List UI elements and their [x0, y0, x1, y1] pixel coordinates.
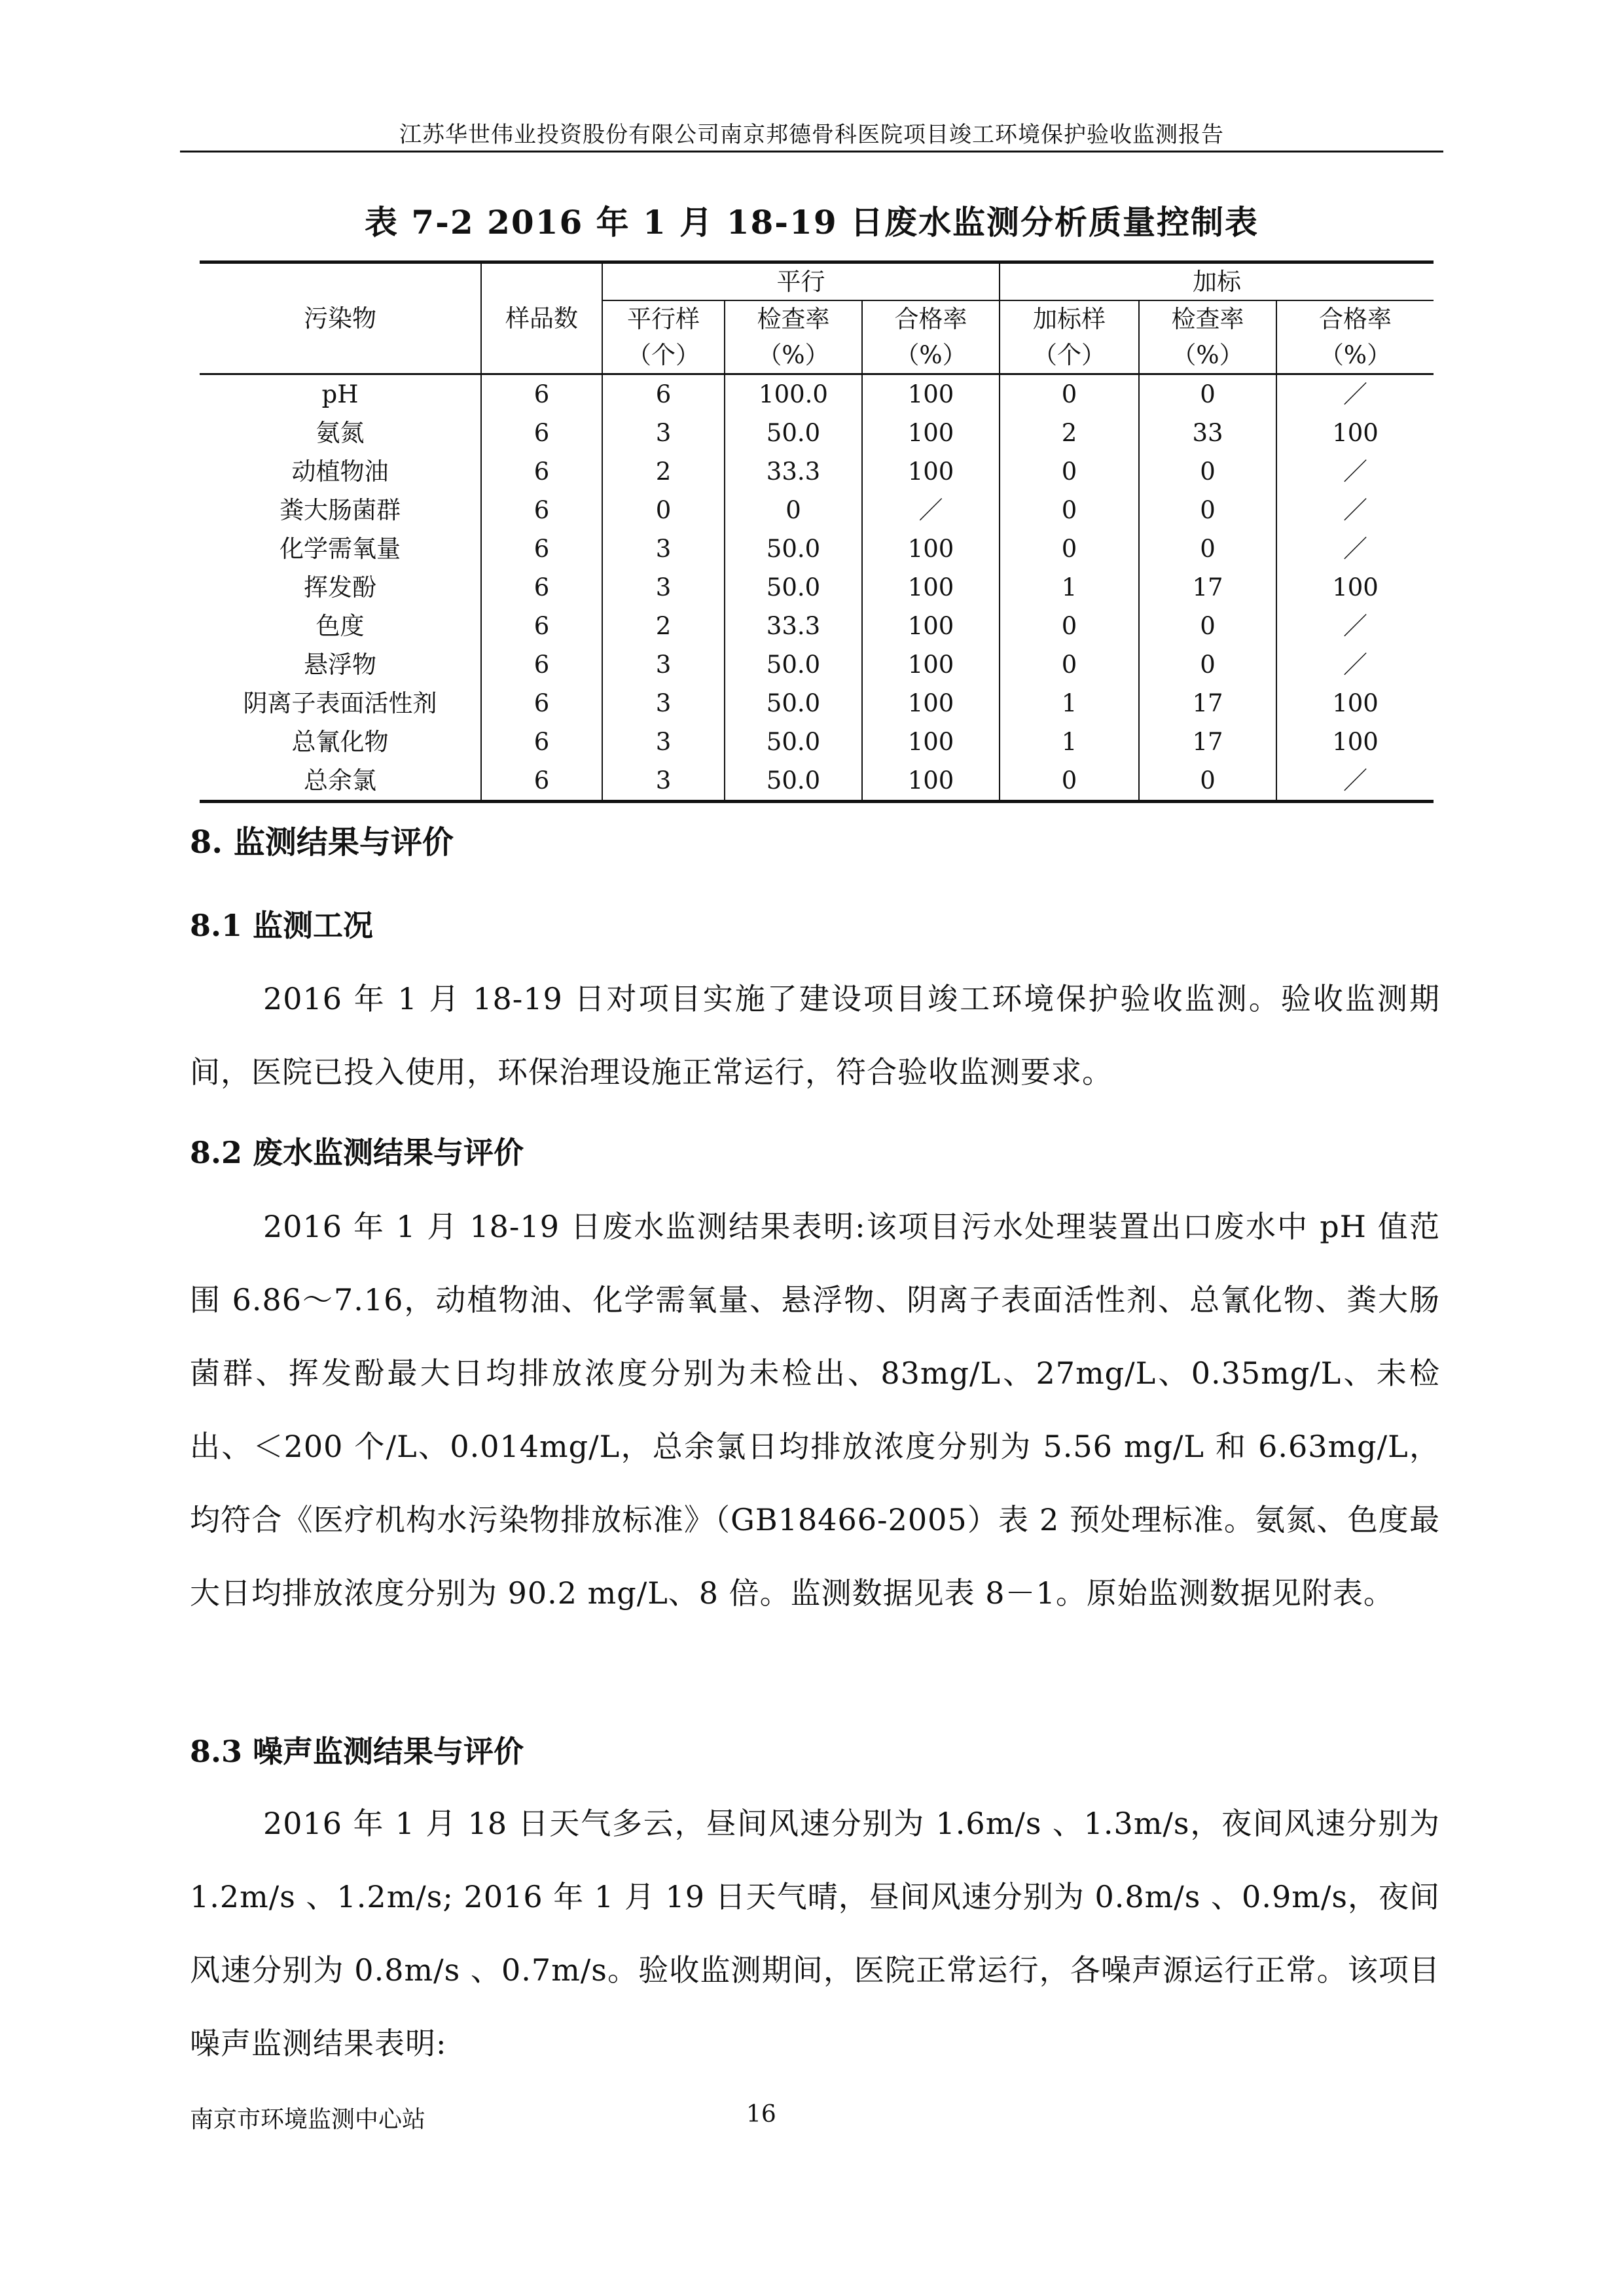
- value-cell: 0: [1000, 607, 1139, 645]
- value-cell: 6: [481, 607, 602, 645]
- value-cell: 6: [481, 452, 602, 491]
- col-header-parallel-pass: [862, 300, 1000, 374]
- value-cell: 0: [1000, 491, 1139, 529]
- value-cell: 0: [602, 491, 725, 529]
- value-cell: 6: [481, 529, 602, 568]
- value-cell: 50.0: [725, 645, 862, 684]
- value-cell: 1: [1000, 568, 1139, 607]
- table-row: [200, 684, 1434, 723]
- value-cell: 2: [1000, 414, 1139, 452]
- value-cell: 50.0: [725, 761, 862, 802]
- col-header-parallel-sample: [602, 300, 725, 374]
- value-cell: 100: [862, 414, 1000, 452]
- col-header-parallel-check: [725, 300, 862, 374]
- value-cell: ／: [1343, 380, 1368, 408]
- header-label: 加标样: [1033, 305, 1106, 333]
- header-label: 合格率: [1319, 305, 1392, 333]
- section-8-heading: 8. 监测结果与评价: [190, 824, 454, 861]
- value-cell: 1: [1000, 684, 1139, 723]
- value-cell: 17: [1139, 723, 1276, 761]
- value-cell: 2: [602, 607, 725, 645]
- value-cell: 50.0: [725, 568, 862, 607]
- table-row: [200, 723, 1434, 761]
- header-unit: （个）: [627, 341, 700, 369]
- col-header-samples: 样品数: [481, 262, 602, 374]
- value-cell: 0: [1139, 645, 1276, 684]
- section-8-1-heading: 8.1 监测工况: [190, 908, 374, 943]
- value-cell: 17: [1139, 684, 1276, 723]
- value-cell: 6: [481, 374, 602, 414]
- value-cell: 0: [1139, 529, 1276, 568]
- value-cell: 6: [481, 684, 602, 723]
- value-cell: 100: [862, 374, 1000, 414]
- value-cell: 6: [481, 414, 602, 452]
- value-cell: 0: [1000, 374, 1139, 414]
- value-cell: 3: [602, 568, 725, 607]
- section-8-1-paragraph: 2016 年 1 月 18-19 日对项目实施了建设项目竣工环境保护验收监测。验收监测期间，医院已投入使用，环保治理设施正常运行，符合验收监测要求。: [190, 981, 1440, 1090]
- value-cell: 3: [602, 761, 725, 802]
- value-cell: ／: [1343, 612, 1368, 640]
- value-cell: 0: [1139, 491, 1276, 529]
- col-header-pollutant: 污染物: [200, 262, 481, 374]
- value-cell: 50.0: [725, 529, 862, 568]
- value-cell: 3: [602, 529, 725, 568]
- col-header-spike-sample: [1000, 300, 1139, 374]
- pollutant-cell: 色度: [200, 607, 481, 645]
- col-header-spike-pass: [1276, 300, 1434, 374]
- value-cell: 0: [1000, 529, 1139, 568]
- value-cell: 100: [1332, 419, 1379, 447]
- value-cell: 100.0: [725, 374, 862, 414]
- table-row: [200, 452, 1434, 491]
- header-unit: （%）: [895, 341, 967, 369]
- table-row: [200, 491, 1434, 529]
- value-cell: ／: [1343, 457, 1368, 486]
- pollutant-cell: 化学需氧量: [200, 529, 481, 568]
- page-number: 16: [746, 2101, 776, 2128]
- value-cell: 50.0: [725, 684, 862, 723]
- header-label: 检查率: [1171, 305, 1244, 333]
- header-unit: （个）: [1033, 341, 1106, 369]
- section-8-2-paragraph: 2016 年 1 月 18-19 日废水监测结果表明:该项目污水处理装置出口废水中 pH 值范围 6.86～7.16，动植物油、化学需氧量、悬浮物、阴离子表面活性剂、总氰化物、粪大肠菌群、挥发酚最大日均排放浓度分别为未检出、83mg/L、27mg/L、0.35mg/L、未检出、＜200 个/L、0.014mg/L，总余氯日均排放浓度分别为 5.56 mg/L 和 6.63mg/L，均符合《医疗机构水污染物排放标准》（GB18466-2005）表 2 预处理标准。氨氮、色度最大日均排放浓度分别为 90.2 mg/L、8 倍。监测数据见表 8－1。原始监测数据见附表。: [190, 1209, 1440, 1611]
- value-cell: 0: [1139, 452, 1276, 491]
- pollutant-cell: 粪大肠菌群: [200, 491, 481, 529]
- value-cell: 0: [1139, 374, 1276, 414]
- value-cell: 0: [725, 491, 862, 529]
- header-unit: （%）: [1172, 341, 1244, 369]
- value-cell: 100: [1332, 689, 1379, 717]
- pollutant-cell: 悬浮物: [200, 645, 481, 684]
- value-cell: 100: [862, 568, 1000, 607]
- value-cell: 17: [1139, 568, 1276, 607]
- value-cell: ／: [862, 491, 1000, 529]
- value-cell: ／: [1276, 761, 1434, 802]
- table-row: [200, 761, 1434, 802]
- value-cell: 100: [862, 761, 1000, 802]
- table-row: [200, 568, 1434, 607]
- header-label: 合格率: [894, 305, 967, 333]
- value-cell: 3: [602, 684, 725, 723]
- header-label: 检查率: [757, 305, 830, 333]
- value-cell: 50.0: [725, 414, 862, 452]
- value-cell: 100: [862, 645, 1000, 684]
- table-row: [200, 645, 1434, 684]
- pollutant-cell: 挥发酚: [200, 568, 481, 607]
- value-cell: 33: [1139, 414, 1276, 452]
- value-cell: ／: [1343, 496, 1368, 524]
- value-cell: 6: [481, 491, 602, 529]
- pollutant-cell: 动植物油: [200, 452, 481, 491]
- pollutant-cell: 氨氮: [200, 414, 481, 452]
- value-cell: 3: [602, 414, 725, 452]
- value-cell: 6: [481, 568, 602, 607]
- header-label: 平行样: [627, 305, 700, 333]
- value-cell: 33.3: [725, 452, 862, 491]
- value-cell: 0: [1000, 645, 1139, 684]
- value-cell: 33.3: [725, 607, 862, 645]
- qc-table: [200, 260, 1434, 803]
- table-row: [200, 529, 1434, 568]
- table-row: [200, 414, 1434, 452]
- value-cell: 100: [1332, 573, 1379, 601]
- value-cell: 0: [1139, 761, 1276, 802]
- pollutant-cell: 阴离子表面活性剂: [200, 684, 481, 723]
- value-cell: 50.0: [725, 723, 862, 761]
- value-cell: 100: [1332, 728, 1379, 756]
- footer-organization: 南京市环境监测中心站: [190, 2106, 426, 2133]
- group-header-spike: 加标: [1000, 262, 1434, 301]
- pollutant-cell: 总余氯: [200, 761, 481, 802]
- section-8-3-heading: 8.3 噪声监测结果与评价: [190, 1734, 524, 1769]
- header-divider: [180, 151, 1443, 152]
- value-cell: 100: [862, 452, 1000, 491]
- value-cell: 2: [602, 452, 725, 491]
- value-cell: 0: [1139, 607, 1276, 645]
- group-header-parallel: 平行: [602, 262, 1000, 301]
- table-title: 表 7-2 2016 年 1 月 18-19 日废水监测分析质量控制表: [364, 203, 1259, 242]
- value-cell: 1: [1000, 723, 1139, 761]
- qc-table-body: [200, 374, 1434, 802]
- value-cell: 6: [481, 645, 602, 684]
- header-unit: （%）: [757, 341, 829, 369]
- value-cell: 6: [481, 723, 602, 761]
- col-header-spike-check: [1139, 300, 1276, 374]
- table-row: [200, 374, 1434, 414]
- value-cell: 100: [862, 684, 1000, 723]
- page-header: 江苏华世伟业投资股份有限公司南京邦德骨科医院项目竣工环境保护验收监测报告: [399, 122, 1224, 148]
- table-row: [200, 607, 1434, 645]
- value-cell: 3: [602, 645, 725, 684]
- header-unit: （%）: [1319, 341, 1392, 369]
- value-cell: 6: [602, 374, 725, 414]
- value-cell: 0: [1000, 761, 1139, 802]
- section-8-2-heading: 8.2 废水监测结果与评价: [190, 1135, 524, 1170]
- value-cell: 6: [481, 761, 602, 802]
- value-cell: 100: [862, 607, 1000, 645]
- pollutant-cell: pH: [200, 374, 481, 414]
- value-cell: 3: [602, 723, 725, 761]
- value-cell: ／: [1343, 535, 1368, 563]
- pollutant-cell: 总氰化物: [200, 723, 481, 761]
- value-cell: 100: [862, 529, 1000, 568]
- section-8-3-paragraph: 2016 年 1 月 18 日天气多云，昼间风速分别为 1.6m/s 、1.3m/s，夜间风速分别为 1.2m/s 、1.2m/s; 2016 年 1 月 19 日天气晴，昼间风速分别为 0.8m/s 、0.9m/s，夜间风速分别为 0.8m/s 、0.7m/s。验收监测期间，医院正常运行，各噪声源运行正常。该项目噪声监测结果表明:: [190, 1806, 1440, 2061]
- value-cell: 100: [862, 723, 1000, 761]
- value-cell: ／: [1343, 651, 1368, 679]
- value-cell: 0: [1000, 452, 1139, 491]
